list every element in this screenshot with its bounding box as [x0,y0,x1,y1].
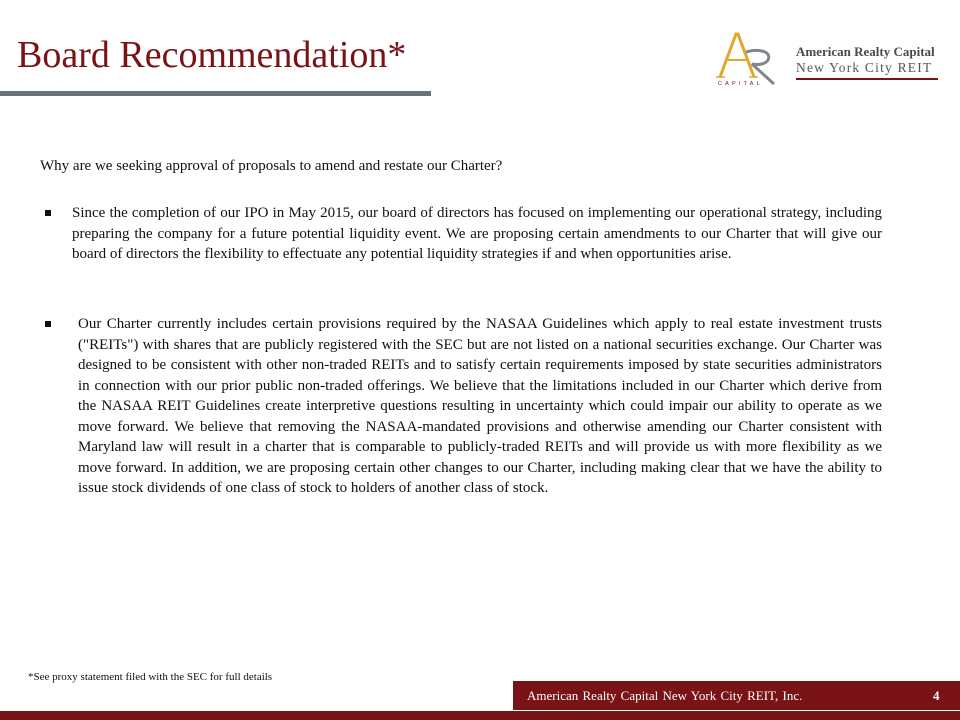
square-bullet-icon [45,321,51,327]
ar-capital-logo-icon [716,30,786,86]
page-title: Board Recommendation* [17,34,407,76]
bullet-text-nasaa-guidelines: Our Charter currently includes certain provisions required by the NASAA Guidelines which apply to real estate investment trusts ("REITs") with shares that are publicly registered with the SEC but are not listed on a national securities exchange. Our Charter was designed to be consistent with other non-traded REITs and to satisfy certain requirements imposed by state securities administrators in connection with our prior public non-traded offerings. We believe that the limitations included in our Charter which derive from the NASAA REIT Guidelines create interpretive questions resulting in uncertainty which could impair our ability to operate as we move forward. We believe that removing the NASAA-mandated provisions and otherwise amending our Charter consistent with Maryland law will result in a charter that is comparable to publicly-traded REITs and will provide us with more flexibility as we move forward. In addition, we are proposing certain other changes to our Charter, including making clear that we have the ability to issue stock dividends of one class of stock to holders of another class of stock. [78,316,882,496]
title-underline-rule [0,91,431,96]
bullet-text-ipo-strategy: Since the completion of our IPO in May 2015, our board of directors has focused on implementing our operational strategy, including preparing the company for a future potential liquidity event. We are proposing certain amendments to our Charter that will give our board of directors the flexibility to effectuate any potential liquidity strategies if and when opportunities arise. [72,205,882,262]
logo-line-american-realty-capital: American Realty Capital [796,44,935,59]
footer-bar [0,711,960,720]
logo-underline [796,78,938,80]
company-logo [716,30,936,86]
square-bullet-icon [45,210,51,216]
page-number: 4 [933,688,940,703]
logo-line-new-york-city-reit: New York City REIT [796,60,933,75]
footer-banner [513,681,960,710]
logo-caption: CAPITAL [718,81,763,86]
footer-company-name: American Realty Capital New York City REIT, Inc. [527,688,803,703]
footnote: *See proxy statement filed with the SEC for full details [28,671,273,683]
section-question: Why are we seeking approval of proposals to amend and restate our Charter? [40,158,503,174]
